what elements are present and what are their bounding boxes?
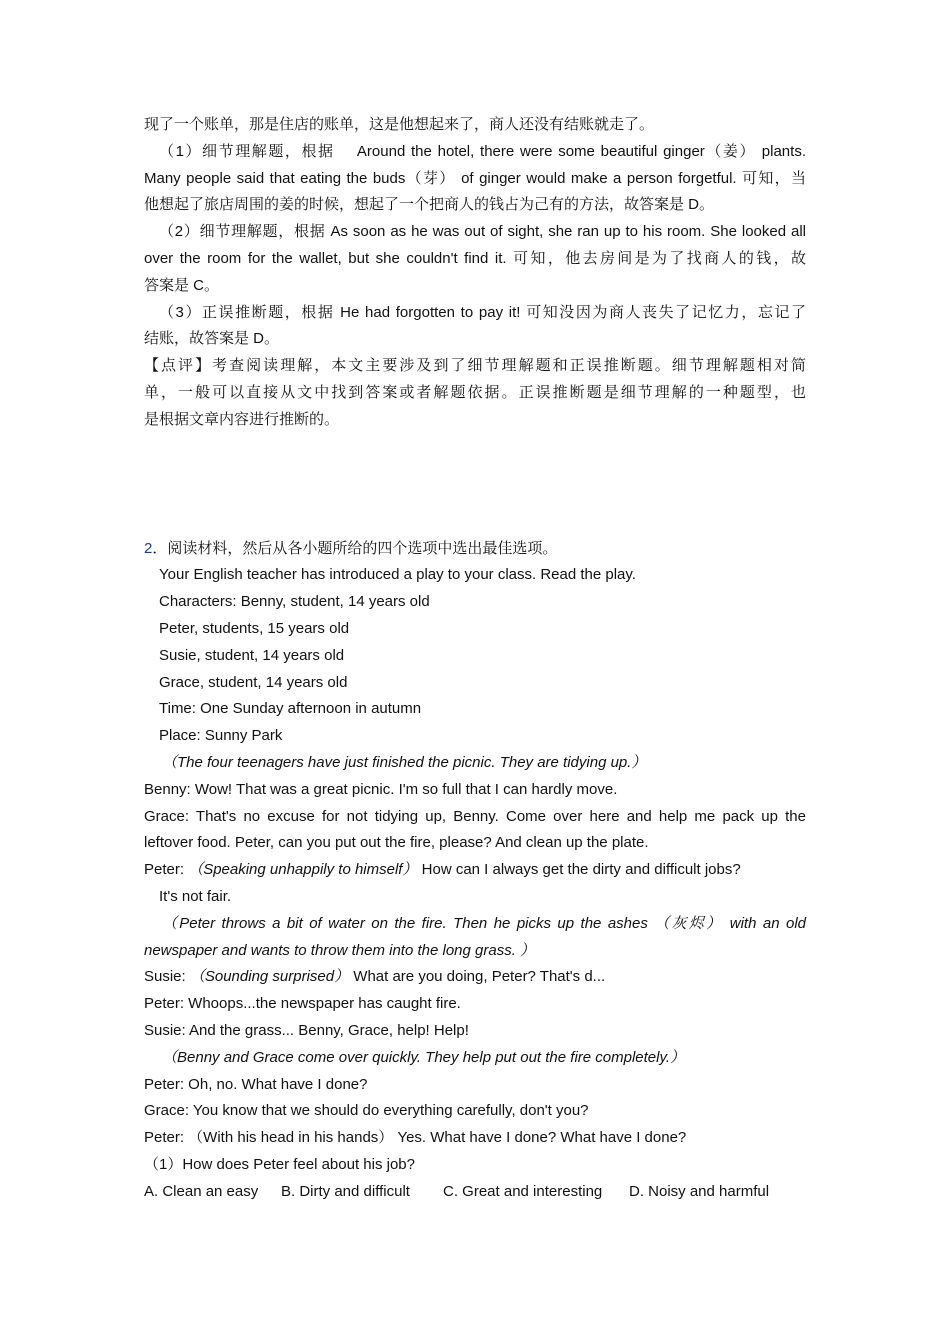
dialogue-line: leftover food. Peter, can you put out the fire, please? And clean up the plate.	[144, 834, 649, 852]
option-b: B. Dirty and difficult	[281, 1182, 410, 1200]
stage-direction: （Benny and Grace come over quickly. They help put out the fire completely.）	[162, 1048, 686, 1066]
dialogue-line: Peter: Oh, no. What have I done?	[144, 1075, 368, 1093]
dialogue-line: Grace: That's no excuse for not tidying up, Benny. Come over here and help me pack up the	[144, 807, 806, 825]
answer-1-line: 他想起了旅店周围的姜的时候，想起了一个把商人的钱占为己有的方法，故答案是 D。	[144, 196, 715, 214]
stage-direction: （Peter throws a bit of water on the fire. Then he picks up the ashes （灰烬） with an old	[162, 914, 806, 932]
dialogue-line: Grace: You know that we should do everything carefully, don't you?	[144, 1102, 589, 1120]
answer-options	[144, 1179, 806, 1206]
time-line: Time: One Sunday afternoon in autumn	[159, 700, 422, 718]
question-number: 2	[144, 539, 153, 557]
comment-line: 【点评】考查阅读理解，本文主要涉及到了细节理解题和正误推断题。细节理解题相对简	[144, 357, 806, 375]
character-line: Peter, students, 15 years old	[159, 619, 350, 637]
speaker: Susie:	[144, 968, 190, 986]
option-a: A. Clean an easy	[144, 1182, 259, 1200]
sub-question: （1）How does Peter feel about his job?	[144, 1155, 415, 1173]
question-2-section	[144, 536, 806, 1206]
play-intro: Your English teacher has introduced a play to your class. Read the play.	[159, 566, 636, 584]
option-c: C. Great and interesting	[443, 1182, 603, 1200]
answer-2-line: over the room for the wallet, but she couldn't find it. 可知，他去房间是为了找商人的钱，故	[144, 249, 806, 267]
dialogue-line: Benny: Wow! That was a great picnic. I'm so full that I can hardly move.	[144, 780, 618, 798]
answer-1-line: （1）细节理解题，根据 Around the hotel, there were some beautiful ginger（姜） plants.	[159, 142, 806, 160]
answer-3-line: 结账，故答案是 D。	[144, 330, 280, 348]
dialogue-line: Peter: （With his head in his hands） Yes. What have I done? What have I done?	[144, 1129, 687, 1147]
stage-direction: newspaper and wants to throw them into the long grass. ）	[144, 941, 536, 959]
answer-2-line: （2）细节理解题，根据 As soon as he was out of sight, she ran up to his room. She looked all	[159, 223, 806, 241]
dialogue-text: What are you doing, Peter? That's d...	[349, 968, 606, 986]
answer-1-line: Many people said that eating the buds（芽） of ginger would make a person forgetful. 可知，当	[144, 169, 806, 187]
character-line: Grace, student, 14 years old	[159, 673, 348, 691]
dialogue-line: Susie: And the grass... Benny, Grace, help! Help!	[144, 1021, 469, 1039]
question-instruction: ．阅读材料，然后从各小题所给的四个选项中选出最佳选项。	[152, 539, 558, 557]
question-heading	[144, 536, 806, 563]
answer-2-line: 答案是 C。	[144, 276, 220, 294]
place-line: Place: Sunny Park	[159, 727, 283, 745]
dialogue-text: How can I always get the dirty and difficult jobs?	[417, 861, 741, 879]
stage-direction: （Speaking unhappily to himself）	[188, 861, 418, 879]
dialogue-line: Peter: Whoops...the newspaper has caught fire.	[144, 995, 461, 1013]
answer-explanation-section	[144, 112, 806, 434]
character-line: Susie, student, 14 years old	[159, 646, 345, 664]
paragraph-line: 现了一个账单，那是住店的账单，这是他想起来了，商人还没有结账就走了。	[144, 116, 655, 133]
stage-direction: （The four teenagers have just finished the picnic. They are tidying up.）	[162, 753, 647, 771]
option-d: D. Noisy and harmful	[629, 1182, 770, 1200]
dialogue-line: It's not fair.	[159, 887, 232, 905]
speaker: Peter:	[144, 861, 189, 879]
comment-line: 单，一般可以直接从文中找到答案或者解题依据。正误推断题是细节理解的一种题型，也	[144, 383, 806, 401]
dialogue-line	[144, 964, 806, 991]
dialogue-line	[144, 857, 806, 884]
stage-direction: （Sounding surprised）	[189, 968, 350, 986]
character-line: Characters: Benny, student, 14 years old	[159, 593, 430, 611]
spacer	[144, 434, 806, 536]
comment-line: 是根据文章内容进行推断的。	[144, 410, 340, 428]
answer-3-line: （3）正误推断题，根据 He had forgotten to pay it! 可知没因为商人丧失了记忆力，忘记了	[159, 303, 806, 321]
document-page	[144, 112, 806, 1205]
